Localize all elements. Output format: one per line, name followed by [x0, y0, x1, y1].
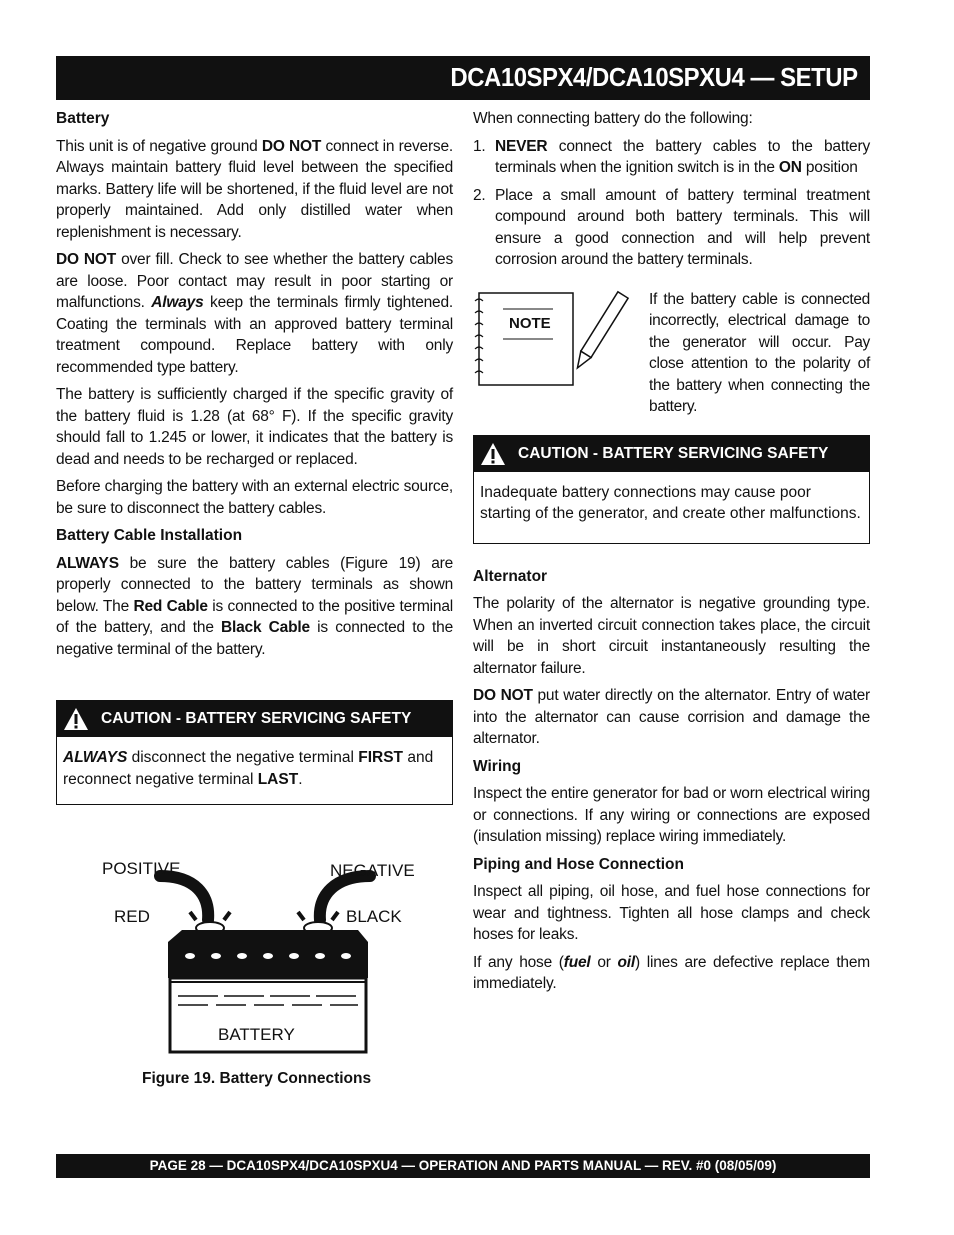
caution-body: Inadequate battery connections may cause poor starting of the generator, and create other malfunctions.: [480, 483, 861, 522]
cable-installation-paragraph: ALWAYS be sure the battery cables (Figure 19) are properly connected to the battery terminals as shown below. The Red Cable is connected to the positive terminal of the battery, and the Black Cable is connected to the negative terminal of the battery.: [56, 554, 454, 658]
alternator-heading: Alternator: [473, 567, 548, 585]
wiring-heading: Wiring: [473, 757, 522, 775]
page-footer: PAGE 28 — DCA10SPX4/DCA10SPXU4 — OPERATION AND PARTS MANUAL — REV. #0 (08/05/09): [56, 1154, 870, 1178]
caution-bar: [474, 436, 869, 472]
caution-box-right: [473, 435, 870, 544]
right-column: [473, 108, 870, 1001]
caution-title: CAUTION - BATTERY SERVICING SAFETY: [101, 710, 412, 728]
warning-icon: [480, 442, 506, 466]
piping-paragraph: Inspect all piping, oil hose, and fuel hose connections for wear and tightness. Tighten all hose clamps and check hoses for leaks.: [473, 883, 870, 943]
caution-title: CAUTION - BATTERY SERVICING SAFETY: [518, 444, 829, 462]
cable-installation-heading: Battery Cable Installation: [56, 527, 243, 544]
battery-diagram: [100, 850, 430, 1070]
connecting-steps: [473, 136, 870, 271]
red-label: RED: [114, 907, 150, 926]
list-item: 1. NEVER connect the battery cables to the battery terminals when the ignition switch is in the ON position: [473, 137, 870, 176]
battery-heading: Battery: [56, 110, 110, 127]
note-block: [473, 289, 870, 429]
page-title: DCA10SPX4/DCA10SPXU4 — SETUP: [450, 62, 858, 92]
left-column: [56, 108, 453, 805]
positive-label: POSITIVE: [102, 859, 181, 878]
battery-paragraph-4: Before charging the battery with an external electric source, be sure to disconnect the battery cables.: [56, 478, 453, 517]
page-header: [56, 56, 870, 100]
alternator-paragraph-2: DO NOT put water directly on the alternator. Entry of water into the alternator can cause corrision and damage the alternator.: [473, 687, 870, 747]
caution-box-left: [56, 700, 453, 805]
battery-paragraph-1: This unit is of negative ground DO NOT connect in reverse. Always maintain battery fluid level between the specified marks. Battery life will be shortened, if the fluid level are not properly maintained. Add only distilled water when replenishment is necessary.: [56, 137, 454, 241]
battery-paragraph-2: DO NOT over fill. Check to see whether the battery cables are loose. Poor contact may result in poor starting or malfunctions. Always keep the terminals firmly tightened. Coating the terminals with an approved battery terminal treatment compound. Replace battery with only recommended type battery.: [56, 251, 453, 376]
battery-label: BATTERY: [218, 1025, 295, 1044]
warning-icon: [63, 707, 89, 731]
caution-body: ALWAYS disconnect the negative terminal FIRST and reconnect negative terminal LAST.: [63, 749, 434, 788]
battery-paragraph-3: The battery is sufficiently charged if the specific gravity of the battery fluid is 1.28 (at 68° F). If the specific gravity should fall to 1.245 or lower, it indicates that the battery is dead and needs to be recharged or replaced.: [56, 386, 453, 468]
notepad-pencil-icon: [473, 289, 643, 399]
connecting-intro: When connecting battery do the following:: [473, 110, 753, 127]
caution-bar: [57, 701, 452, 737]
piping-heading: Piping and Hose Connection: [473, 855, 684, 873]
note-label: NOTE: [509, 314, 551, 332]
note-text: If the battery cable is connected incorrectly, electrical damage to the generator will occur. Pay close attention to the polarity of the battery when connecting the battery.: [649, 290, 870, 415]
black-label: BLACK: [346, 907, 402, 926]
negative-label: NEGATIVE: [330, 861, 415, 880]
figure-caption: Figure 19. Battery Connections: [142, 1070, 372, 1087]
wiring-paragraph: Inspect the entire generator for bad or worn electrical wiring or connections. If any wiring or connections are exposed (insulation missing) replace wiring immediately.: [473, 785, 870, 845]
hose-paragraph: If any hose (fuel or oil) lines are defective replace them immediately.: [473, 953, 870, 992]
battery-connections-figure: [100, 850, 430, 1070]
alternator-paragraph-1: The polarity of the alternator is negative grounding type. When an inverted circuit connection takes place, the circuit will be in short circuit instantaneously resulting the alternator failure.: [473, 595, 870, 677]
list-item: 2. Place a small amount of battery terminal treatment compound around both battery terminals. This will ensure a good connection and will help prevent corrosion around the battery terminals.: [473, 186, 870, 268]
